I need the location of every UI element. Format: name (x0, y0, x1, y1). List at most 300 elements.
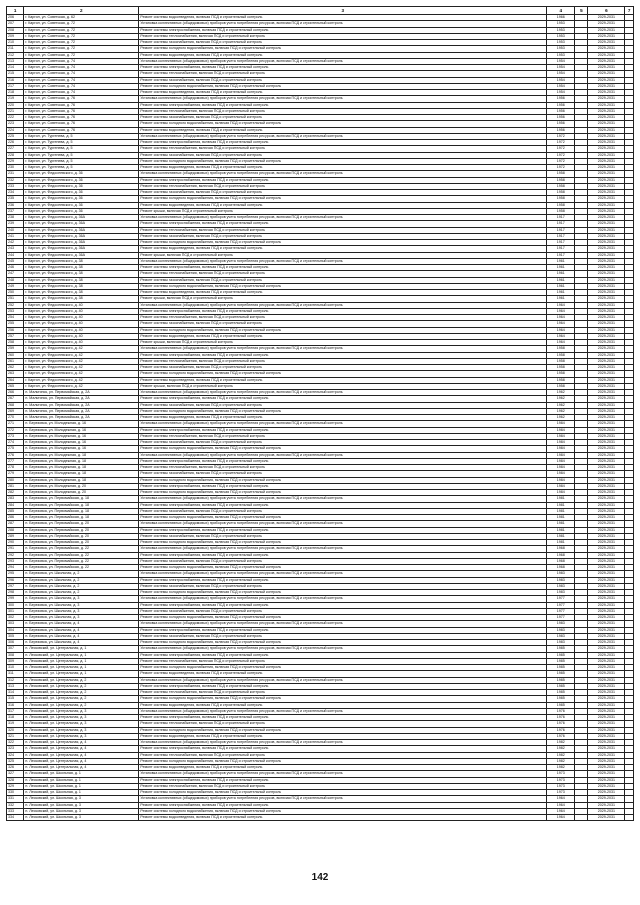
row-number-cell: 253 (7, 308, 24, 314)
period-cell: 2029-2031 (588, 302, 625, 308)
period-cell: 2029-2031 (588, 77, 625, 83)
work-type-cell: Ремонт системы водоотведения, включая ПСД и строительный контроль (139, 127, 547, 133)
year-cell: 1964 (547, 815, 575, 821)
row-number-cell: 231 (7, 171, 24, 177)
period-cell: 2029-2031 (588, 602, 625, 608)
period-cell: 2029-2031 (588, 671, 625, 677)
address-cell: г. Каргил, ул. Федосеевского, д. 36 (24, 183, 139, 189)
work-type-cell: Ремонт системы теплоснабжения, включая ПСД и строительный контроль (139, 658, 547, 664)
work-type-cell: Ремонт системы электроснабжения, включая ПСД и строительный контроль (139, 352, 547, 358)
year-cell: 1984 (547, 477, 575, 483)
address-cell: г. Каргил, ул. Федосеевского, д. 38 (24, 265, 139, 271)
work-type-cell: Ремонт системы холодного водоснабжения, включая ПСД и строительный контроль (139, 590, 547, 596)
period-cell: 2029-2031 (588, 90, 625, 96)
period-cell: 2029-2031 (588, 208, 625, 214)
work-type-cell: Ремонт системы холодного водоснабжения, включая ПСД и строительный контроль (139, 83, 547, 89)
row-number-cell: 239 (7, 221, 24, 227)
year-cell: 1964 (547, 315, 575, 321)
period-cell: 2029-2031 (588, 290, 625, 296)
work-type-cell: Ремонт системы холодного водоснабжения, включая ПСД и строительный контроль (139, 121, 547, 127)
period-cell: 2029-2031 (588, 496, 625, 502)
period-cell: 2029-2031 (588, 96, 625, 102)
period-cell: 2029-2031 (588, 246, 625, 252)
row-number-cell: 272 (7, 427, 24, 433)
work-type-cell: Ремонт системы водоотведения, включая ПСД и строительный контроль (139, 52, 547, 58)
row-number-cell: 264 (7, 377, 24, 383)
address-cell: п. Лесковский, ул. Центральная, д. 2 (24, 677, 139, 683)
address-cell: п. Березовка, ул. Школьная, д. 3 (24, 602, 139, 608)
row-number-cell: 316 (7, 702, 24, 708)
address-cell: п. Березовка, ул. Молодежная, д. 16 (24, 421, 139, 427)
year-cell: 1956 (547, 127, 575, 133)
period-cell: 2029-2031 (588, 340, 625, 346)
period-cell: 2029-2031 (588, 690, 625, 696)
address-cell: п. Березовка, ул. Первомайская, д. 18 (24, 515, 139, 521)
year-cell: 1982 (547, 758, 575, 764)
address-cell: п. Лесковский, ул. Центральная, д. 3 (24, 733, 139, 739)
work-type-cell: Ремонт системы холодного водоснабжения, включая ПСД и строительный контроль (139, 371, 547, 377)
row-number-cell: 300 (7, 602, 24, 608)
period-cell: 2029-2031 (588, 702, 625, 708)
year-cell: 1985 (547, 702, 575, 708)
row-number-cell: 315 (7, 696, 24, 702)
year-cell: 1954 (547, 65, 575, 71)
address-cell: г. Каргил, ул. Советская, д. 62 (24, 15, 139, 21)
table-header-row (7, 7, 634, 15)
work-type-cell: Ремонт системы теплоснабжения, включая ПСД и строительный контроль (139, 358, 547, 364)
address-cell: п. Лесковский, ул. Школьная, д. 1 (24, 777, 139, 783)
work-type-cell: Ремонт системы теплоснабжения, включая ПСД и строительный контроль (139, 33, 547, 39)
row-number-cell: 333 (7, 808, 24, 814)
row-number-cell: 294 (7, 565, 24, 571)
column-header: 3 (139, 7, 547, 15)
row-number-cell: 288 (7, 527, 24, 533)
address-cell: п. Лесковский, ул. Центральная, д. 3 (24, 708, 139, 714)
row-number-cell: 311 (7, 671, 24, 677)
year-cell: 1964 (547, 321, 575, 327)
work-type-cell: Ремонт системы водоотведения, включая ПСД и строительный контроль (139, 415, 547, 421)
year-cell: 1977 (547, 608, 575, 614)
work-type-cell: Установка коллективных (общедомовых) приборов учета потребления ресурсов, включая ПСД и строительный контроль (139, 677, 547, 683)
address-cell: п. Березовка, ул. Школьная, д. 4 (24, 621, 139, 627)
address-cell: п. Березовка, ул. Первомайская, д. 20 (24, 540, 139, 546)
work-type-cell: Ремонт системы теплоснабжения, включая ПСД и строительный контроль (139, 71, 547, 77)
row-number-cell: 246 (7, 265, 24, 271)
work-type-cell: Ремонт системы газоснабжения, включая ПСД и строительный контроль (139, 321, 547, 327)
row-number-cell: 216 (7, 77, 24, 83)
row-number-cell: 282 (7, 490, 24, 496)
row-number-cell: 286 (7, 515, 24, 521)
period-cell: 2029-2031 (588, 158, 625, 164)
period-cell: 2029-2031 (588, 521, 625, 527)
address-cell: г. Каргил, ул. Федосеевского, д. 36А (24, 215, 139, 221)
year-cell: 1953 (547, 52, 575, 58)
address-cell: г. Каргил, ул. Советская, д. 74 (24, 71, 139, 77)
year-cell: 1981 (547, 496, 575, 502)
address-cell: г. Каргил, ул. Советская, д. 76 (24, 108, 139, 114)
period-cell: 2029-2031 (588, 583, 625, 589)
period-cell: 2029-2031 (588, 108, 625, 114)
work-type-cell: Ремонт системы холодного водоснабжения, включая ПСД и строительный контроль (139, 490, 547, 496)
work-type-cell: Установка коллективных (общедомовых) приборов учета потребления ресурсов, включая ПСД и строительный контроль (139, 421, 547, 427)
work-type-cell: Ремонт системы теплоснабжения, включая ПСД и строительный контроль (139, 315, 547, 321)
period-cell: 2029-2031 (588, 177, 625, 183)
address-cell: п. Березовка, ул. Молодежная, д. 20 (24, 483, 139, 489)
work-type-cell: Ремонт системы водоотведения, включая ПСД и строительный контроль (139, 815, 547, 821)
period-cell: 2029-2031 (588, 133, 625, 139)
address-cell: г. Каргил, ул. Советская, д. 72 (24, 52, 139, 58)
address-cell: г. Каргил, ул. Советская, д. 76 (24, 96, 139, 102)
work-type-cell: Ремонт крыши, включая ПСД и строительный контроль (139, 208, 547, 214)
period-cell: 2029-2031 (588, 27, 625, 33)
work-type-cell: Ремонт системы электроснабжения, включая ПСД и строительный контроль (139, 427, 547, 433)
period-cell: 2029-2031 (588, 558, 625, 564)
period-cell: 2029-2031 (588, 721, 625, 727)
address-cell: п. Лесковский, ул. Школьная, д. 3 (24, 796, 139, 802)
period-cell: 2029-2031 (588, 402, 625, 408)
address-cell: г. Каргил, ул. Федосеевского, д. 36 (24, 208, 139, 214)
row-number-cell: 275 (7, 446, 24, 452)
row-number-cell: 211 (7, 46, 24, 52)
period-cell: 2029-2031 (588, 390, 625, 396)
work-type-cell: Ремонт системы газоснабжения, включая ПСД и строительный контроль (139, 190, 547, 196)
period-cell: 2029-2031 (588, 65, 625, 71)
row-number-cell: 291 (7, 546, 24, 552)
work-type-cell: Ремонт системы электроснабжения, включая ПСД и строительный контроль (139, 627, 547, 633)
period-cell: 2029-2031 (588, 540, 625, 546)
year-cell: 1917 (547, 227, 575, 233)
period-cell: 2029-2031 (588, 333, 625, 339)
year-cell: 1958 (547, 177, 575, 183)
work-type-cell: Ремонт системы теплоснабжения, включая ПСД и строительный контроль (139, 752, 547, 758)
row-number-cell: 289 (7, 533, 24, 539)
year-cell: 1983 (547, 640, 575, 646)
row-number-cell: 213 (7, 58, 24, 64)
period-cell: 2029-2031 (588, 415, 625, 421)
work-type-cell: Ремонт системы газоснабжения, включая ПСД и строительный контроль (139, 533, 547, 539)
year-cell: 1961 (547, 283, 575, 289)
work-type-cell: Установка коллективных (общедомовых) приборов учета потребления ресурсов, включая ПСД и строительный контроль (139, 346, 547, 352)
work-type-cell: Ремонт системы холодного водоснабжения, включая ПСД и строительный контроль (139, 158, 547, 164)
work-type-cell: Установка коллективных (общедомовых) приборов учета потребления ресурсов, включая ПСД и строительный контроль (139, 96, 547, 102)
work-type-cell: Ремонт системы электроснабжения, включая ПСД и строительный контроль (139, 265, 547, 271)
period-cell: 2029-2031 (588, 121, 625, 127)
period-cell: 2029-2031 (588, 433, 625, 439)
work-type-cell: Ремонт системы газоснабжения, включая ПСД и строительный контроль (139, 77, 547, 83)
year-cell: 1976 (547, 708, 575, 714)
row-number-cell: 207 (7, 21, 24, 27)
row-number-cell: 307 (7, 646, 24, 652)
address-cell: п. Березовка, ул. Молодежная, д. 16 (24, 433, 139, 439)
year-cell: 1977 (547, 615, 575, 621)
period-cell: 2029-2031 (588, 227, 625, 233)
address-cell: п. Лесковский, ул. Центральная, д. 4 (24, 740, 139, 746)
address-cell: п. Березовка, ул. Школьная, д. 4 (24, 633, 139, 639)
period-cell: 2029-2031 (588, 683, 625, 689)
row-number-cell: 271 (7, 421, 24, 427)
address-cell: п. Лесковский, ул. Школьная, д. 1 (24, 783, 139, 789)
period-cell: 2029-2031 (588, 452, 625, 458)
period-cell: 2029-2031 (588, 790, 625, 796)
period-cell: 2029-2031 (588, 771, 625, 777)
year-cell: 1982 (547, 746, 575, 752)
row-number-cell: 330 (7, 790, 24, 796)
period-cell: 2029-2031 (588, 371, 625, 377)
year-cell: 1954 (547, 58, 575, 64)
year-cell: 1968 (547, 552, 575, 558)
work-type-cell: Ремонт крыши, включая ПСД и строительный контроль (139, 383, 547, 389)
year-cell: 1956 (547, 121, 575, 127)
period-cell: 2029-2031 (588, 696, 625, 702)
work-type-cell: Ремонт системы электроснабжения, включая ПСД и строительный контроль (139, 65, 547, 71)
row-number-cell: 218 (7, 90, 24, 96)
row-number-cell: 269 (7, 408, 24, 414)
address-cell: г. Каргил, ул. Федосеевского, д. 42 (24, 383, 139, 389)
address-cell: п. Мальтинск, ул. Первомайская, д. 2А (24, 396, 139, 402)
work-type-cell: Ремонт системы электроснабжения, включая ПСД и строительный контроль (139, 140, 547, 146)
year-cell: 1972 (547, 165, 575, 171)
year-cell: 1964 (547, 808, 575, 814)
row-number-cell: 283 (7, 496, 24, 502)
row-number-cell: 299 (7, 596, 24, 602)
row-number-cell: 212 (7, 52, 24, 58)
period-cell: 2029-2031 (588, 783, 625, 789)
period-cell: 2029-2031 (588, 152, 625, 158)
year-cell: 1958 (547, 383, 575, 389)
address-cell: п. Березовка, ул. Школьная, д. 3 (24, 615, 139, 621)
work-type-cell: Ремонт системы газоснабжения, включая ПСД и строительный контроль (139, 402, 547, 408)
year-cell: 1958 (547, 377, 575, 383)
address-cell: г. Каргил, ул. Федосеевского, д. 36А (24, 227, 139, 233)
work-type-cell: Ремонт системы водоотведения, включая ПСД и строительный контроль (139, 90, 547, 96)
work-type-cell: Ремонт системы электроснабжения, включая ПСД и строительный контроль (139, 602, 547, 608)
work-type-cell: Ремонт системы холодного водоснабжения, включая ПСД и строительный контроль (139, 446, 547, 452)
row-number-cell: 221 (7, 108, 24, 114)
period-cell: 2029-2031 (588, 715, 625, 721)
row-number-cell: 277 (7, 458, 24, 464)
address-cell: п. Березовка, ул. Первомайская, д. 18 (24, 496, 139, 502)
address-cell: г. Каргил, ул. Федосеевского, д. 36А (24, 221, 139, 227)
address-cell: п. Березовка, ул. Первомайская, д. 18 (24, 502, 139, 508)
year-cell: 1985 (547, 696, 575, 702)
year-cell: 1977 (547, 596, 575, 602)
row-number-cell: 273 (7, 433, 24, 439)
work-type-cell: Установка коллективных (общедомовых) приборов учета потребления ресурсов, включая ПСД и строительный контроль (139, 58, 547, 64)
row-number-cell: 235 (7, 196, 24, 202)
row-number-cell: 214 (7, 65, 24, 71)
period-cell: 2029-2031 (588, 221, 625, 227)
address-cell: г. Каргил, ул. Федосеевского, д. 36А (24, 246, 139, 252)
period-cell: 2029-2031 (588, 502, 625, 508)
address-cell: п. Березовка, ул. Школьная, д. 3 (24, 608, 139, 614)
year-cell: 1961 (547, 271, 575, 277)
period-cell: 2029-2031 (588, 515, 625, 521)
year-cell: 1962 (547, 390, 575, 396)
address-cell: п. Березовка, ул. Молодежная, д. 18 (24, 465, 139, 471)
row-number-cell: 260 (7, 352, 24, 358)
address-cell: г. Каргил, ул. Федосеевского, д. 36 (24, 177, 139, 183)
year-cell: 1956 (547, 115, 575, 121)
work-type-cell: Ремонт системы холодного водоснабжения, включая ПСД и строительный контроль (139, 696, 547, 702)
year-cell: 1968 (547, 558, 575, 564)
address-cell: п. Березовка, ул. Школьная, д. 2 (24, 590, 139, 596)
period-cell: 2029-2031 (588, 346, 625, 352)
row-number-cell: 322 (7, 740, 24, 746)
address-cell: г. Каргил, ул. Советская, д. 76 (24, 121, 139, 127)
address-cell: г. Каргил, ул. Тургенева, д. 5 (24, 165, 139, 171)
period-cell: 2029-2031 (588, 758, 625, 764)
period-cell: 2029-2031 (588, 215, 625, 221)
year-cell: 1954 (547, 90, 575, 96)
address-cell: п. Мальтинск, ул. Первомайская, д. 2А (24, 415, 139, 421)
address-cell: г. Каргил, ул. Федосеевского, д. 40 (24, 308, 139, 314)
period-cell: 2029-2031 (588, 258, 625, 264)
address-cell: г. Каргил, ул. Федосеевского, д. 38 (24, 296, 139, 302)
row-number-cell: 328 (7, 777, 24, 783)
address-cell: п. Березовка, ул. Молодежная, д. 16 (24, 446, 139, 452)
work-type-cell: Ремонт системы газоснабжения, включая ПСД и строительный контроль (139, 558, 547, 564)
row-number-cell: 329 (7, 783, 24, 789)
work-type-cell: Ремонт системы водоотведения, включая ПСД и строительный контроль (139, 290, 547, 296)
row-number-cell: 233 (7, 183, 24, 189)
row-number-cell: 230 (7, 165, 24, 171)
work-type-cell: Ремонт системы электроснабжения, включая ПСД и строительный контроль (139, 683, 547, 689)
address-cell: п. Лесковский, ул. Центральная, д. 2 (24, 702, 139, 708)
row-number-cell: 244 (7, 252, 24, 258)
work-type-cell: Ремонт системы холодного водоснабжения, включая ПСД и строительный контроль (139, 727, 547, 733)
work-type-cell: Ремонт системы холодного водоснабжения, включая ПСД и строительный контроль (139, 327, 547, 333)
address-cell: п. Березовка, ул. Молодежная, д. 16 (24, 427, 139, 433)
row-number-cell: 258 (7, 340, 24, 346)
year-cell: 1968 (547, 546, 575, 552)
period-cell: 2029-2031 (588, 40, 625, 46)
column-header: 7 (625, 7, 634, 15)
period-cell: 2029-2031 (588, 490, 625, 496)
period-cell: 2029-2031 (588, 233, 625, 239)
address-cell: п. Березовка, ул. Молодежная, д. 18 (24, 458, 139, 464)
row-number-cell: 242 (7, 240, 24, 246)
address-cell: п. Березовка, ул. Первомайская, д. 20 (24, 527, 139, 533)
period-cell: 2029-2031 (588, 665, 625, 671)
address-cell: п. Лесковский, ул. Центральная, д. 1 (24, 665, 139, 671)
row-number-cell: 292 (7, 552, 24, 558)
year-cell: 1985 (547, 652, 575, 658)
column-7-cell (625, 815, 634, 821)
work-type-cell: Ремонт системы газоснабжения, включая ПСД и строительный контроль (139, 152, 547, 158)
column-header: 2 (24, 7, 139, 15)
period-cell: 2029-2031 (588, 652, 625, 658)
address-cell: п. Лесковский, ул. Центральная, д. 4 (24, 765, 139, 771)
year-cell: 1982 (547, 752, 575, 758)
row-number-cell: 279 (7, 471, 24, 477)
year-cell: 1983 (547, 621, 575, 627)
period-cell: 2029-2031 (588, 527, 625, 533)
address-cell: г. Каргил, ул. Федосеевского, д. 38 (24, 277, 139, 283)
year-cell: 1953 (547, 21, 575, 27)
address-cell: г. Каргил, ул. Советская, д. 74 (24, 65, 139, 71)
year-cell: 1958 (547, 352, 575, 358)
address-cell: п. Березовка, ул. Школьная, д. 4 (24, 627, 139, 633)
row-number-cell: 268 (7, 402, 24, 408)
address-cell: г. Каргил, ул. Федосеевского, д. 40 (24, 302, 139, 308)
row-number-cell: 324 (7, 752, 24, 758)
address-cell: г. Каргил, ул. Федосеевского, д. 42 (24, 377, 139, 383)
row-number-cell: 320 (7, 727, 24, 733)
work-type-cell: Ремонт системы холодного водоснабжения, включая ПСД и строительный контроль (139, 790, 547, 796)
page-number: 142 (311, 872, 329, 883)
period-cell: 2029-2031 (588, 608, 625, 614)
row-number-cell: 284 (7, 502, 24, 508)
year-cell: 1954 (547, 77, 575, 83)
period-cell: 2029-2031 (588, 58, 625, 64)
work-type-cell: Установка коллективных (общедомовых) приборов учета потребления ресурсов, включая ПСД и строительный контроль (139, 596, 547, 602)
period-cell: 2029-2031 (588, 283, 625, 289)
address-cell: г. Каргил, ул. Федосеевского, д. 40 (24, 340, 139, 346)
address-cell: г. Каргил, ул. Федосеевского, д. 38 (24, 258, 139, 264)
period-cell: 2029-2031 (588, 321, 625, 327)
address-cell: п. Лесковский, ул. Центральная, д. 1 (24, 658, 139, 664)
address-cell: г. Каргил, ул. Советская, д. 74 (24, 83, 139, 89)
work-type-cell: Ремонт системы холодного водоснабжения, включая ПСД и строительный контроль (139, 408, 547, 414)
row-number-cell: 303 (7, 621, 24, 627)
work-type-cell: Установка коллективных (общедомовых) приборов учета потребления ресурсов, включая ПСД и строительный контроль (139, 521, 547, 527)
year-cell: 1984 (547, 490, 575, 496)
year-cell: 1964 (547, 796, 575, 802)
period-cell: 2029-2031 (588, 621, 625, 627)
row-number-cell: 220 (7, 102, 24, 108)
row-number-cell: 256 (7, 327, 24, 333)
year-cell: 1984 (547, 452, 575, 458)
year-cell: 1958 (547, 171, 575, 177)
work-type-cell: Установка коллективных (общедомовых) приборов учета потребления ресурсов, включая ПСД и строительный контроль (139, 740, 547, 746)
address-cell: г. Каргил, ул. Советская, д. 76 (24, 127, 139, 133)
year-cell: 1984 (547, 471, 575, 477)
work-type-cell: Установка коллективных (общедомовых) приборов учета потребления ресурсов, включая ПСД и строительный контроль (139, 708, 547, 714)
address-cell: г. Каргил, ул. Советская, д. 72 (24, 21, 139, 27)
address-cell: п. Лесковский, ул. Школьная, д. 1 (24, 790, 139, 796)
year-cell: 1976 (547, 733, 575, 739)
document-page (6, 6, 634, 821)
year-cell: 1985 (547, 677, 575, 683)
year-cell: 1962 (547, 396, 575, 402)
year-cell: 1973 (547, 777, 575, 783)
address-cell: г. Каргил, ул. Тургенева, д. 5 (24, 140, 139, 146)
address-cell: п. Березовка, ул. Молодежная, д. 20 (24, 490, 139, 496)
year-cell: 1983 (547, 590, 575, 596)
work-type-cell: Ремонт системы электроснабжения, включая ПСД и строительный контроль (139, 221, 547, 227)
year-cell: 1917 (547, 215, 575, 221)
period-cell: 2029-2031 (588, 146, 625, 152)
year-cell: 1961 (547, 290, 575, 296)
year-cell: 1972 (547, 133, 575, 139)
address-cell: г. Каргил, ул. Тургенева, д. 5 (24, 158, 139, 164)
work-type-cell: Установка коллективных (общедомовых) приборов учета потребления ресурсов, включая ПСД и строительный контроль (139, 796, 547, 802)
period-cell: 2029-2031 (588, 615, 625, 621)
address-cell: п. Березовка, ул. Школьная, д. 4 (24, 640, 139, 646)
year-cell: 1917 (547, 233, 575, 239)
period-cell: 2029-2031 (588, 658, 625, 664)
row-number-cell: 224 (7, 127, 24, 133)
work-type-cell: Ремонт системы теплоснабжения, включая ПСД и строительный контроль (139, 271, 547, 277)
period-cell: 2029-2031 (588, 808, 625, 814)
period-cell: 2029-2031 (588, 240, 625, 246)
year-cell: 1985 (547, 690, 575, 696)
work-type-cell: Ремонт системы электроснабжения, включая ПСД и строительный контроль (139, 552, 547, 558)
work-type-cell: Ремонт системы газоснабжения, включая ПСД и строительный контроль (139, 115, 547, 121)
year-cell: 1973 (547, 783, 575, 789)
work-type-cell: Ремонт системы теплоснабжения, включая ПСД и строительный контроль (139, 146, 547, 152)
row-number-cell: 313 (7, 683, 24, 689)
